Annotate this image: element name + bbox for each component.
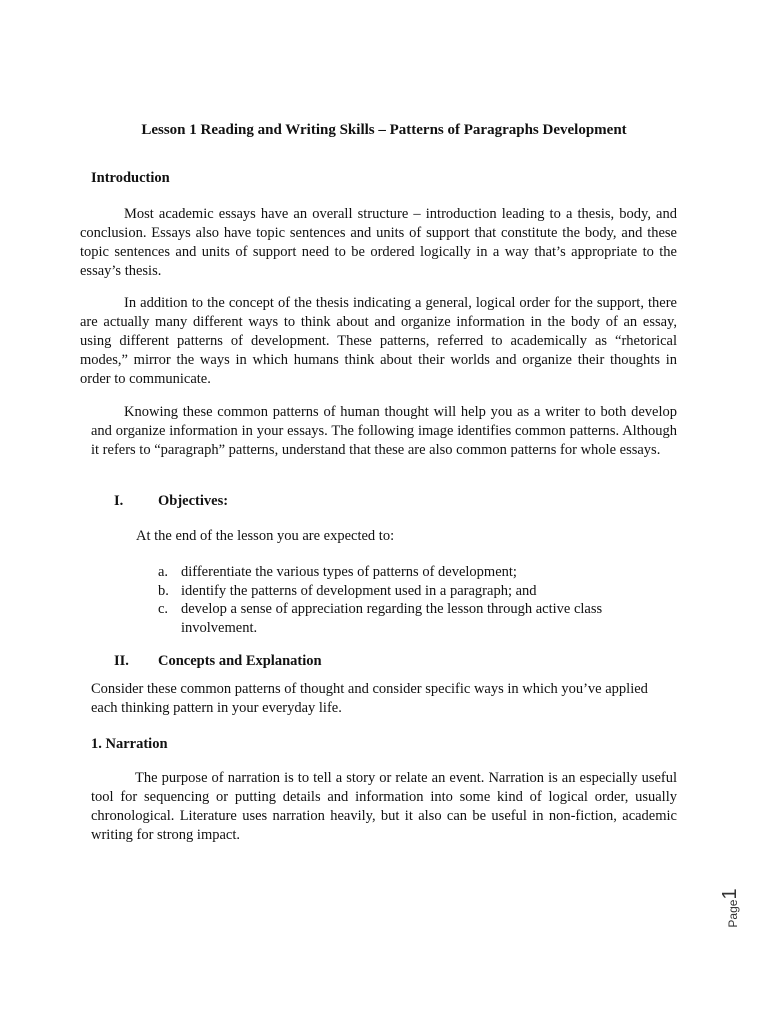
narration-heading: 1. Narration [91, 736, 168, 752]
document-title: Lesson 1 Reading and Writing Skills – Patterns of Paragraphs Development [141, 122, 627, 138]
list-item [158, 600, 638, 637]
concepts-intro: Consider these common patterns of thought and consider specific ways in which you’ve applied each thinking pattern in your everyday life. [91, 681, 648, 716]
list-marker: c. [158, 601, 169, 617]
page-number-label [700, 888, 740, 928]
intro-paragraph-3 [91, 403, 677, 460]
list-item [158, 582, 638, 601]
narration-paragraph-text: The purpose of narration is to tell a story or relate an event. Narration is an especially useful tool for sequencing or putting details and information into some kind of logical order, usually chronological. Literature uses narration heavily, but it also can be useful in non-fiction, academic writing for strong impact. [91, 770, 677, 843]
intro-paragraph-3-text: Knowing these common patterns of human thought will help you as a writer to both develop and organize information in your essays. The following image identifies common patterns. Although it refers to “paragraph” patterns, understand that these are also common patterns for whole essays. [91, 404, 677, 458]
objectives-list [158, 563, 638, 637]
objectives-lead: At the end of the lesson you are expected to: [136, 528, 395, 544]
intro-paragraph-2 [80, 294, 677, 389]
intro-paragraph-1-text: Most academic essays have an overall structure – introduction leading to a thesis, body, and conclusion. Essays also have topic sentences and units of support that constitute the body, and these topic sentences and units of support need to be ordered logically in a way that’s appropriate to the essay’s thesis. [80, 206, 677, 279]
list-marker: a. [158, 564, 169, 580]
introduction-heading: Introduction [91, 170, 170, 186]
objectives-title: Objectives: [158, 493, 229, 509]
list-item [158, 563, 638, 582]
list-marker: b. [158, 582, 169, 599]
list-item-text: differentiate the various types of patterns of development; [181, 564, 517, 580]
objectives-numeral: I. [114, 493, 124, 509]
page-number: 1 [719, 888, 741, 900]
intro-paragraph-2-text: In addition to the concept of the thesis indicating a general, logical order for the support, there are actually many different ways to think about and organize information in the body of an essay, using different patterns of development. These patterns, referred to academically as “rhetorical modes,” mirror the ways in which humans think about their worlds and organize their thoughts in order to communicate. [80, 295, 677, 387]
list-item-text: identify the patterns of development used in a paragraph; and [181, 582, 537, 599]
list-item-text: develop a sense of appreciation regarding the lesson through active class involvement. [181, 601, 603, 636]
concepts-numeral: II. [114, 653, 129, 669]
narration-paragraph [91, 769, 677, 845]
intro-paragraph-1 [80, 205, 677, 281]
concepts-title: Concepts and Explanation [158, 653, 322, 669]
objectives-heading [114, 492, 228, 510]
concepts-heading [114, 652, 322, 670]
page-word: Page [726, 899, 740, 928]
